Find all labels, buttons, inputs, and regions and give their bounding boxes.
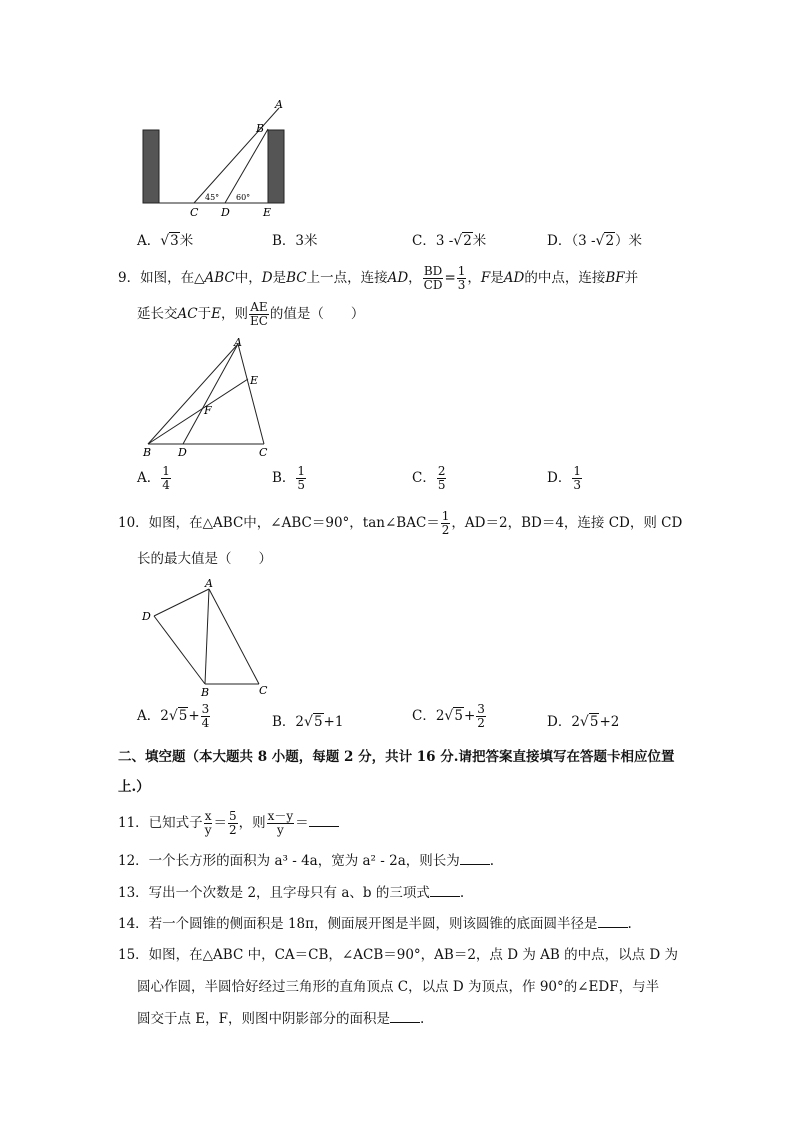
label-C: C [259,446,268,459]
label-B: B [256,122,265,135]
q8-option-d[interactable]: D．（3 -√2）米 [547,233,643,249]
angle-60: 60° [236,193,251,202]
q10-option-a[interactable]: A．2√5+ $\frac{3}{4}$ [137,702,210,730]
label-F: F [204,404,212,417]
label-E: E [250,374,259,387]
q15-line1: 15．如图，在△ABC 中，CA＝CB，∠ACB＝90°，AB＝2，点 D 为 AB 的中点，以点 D 为 [118,947,678,963]
q11-answer-blank[interactable] [309,815,339,827]
q8-option-b[interactable]: B．3米 [272,233,318,249]
q8-option-a[interactable]: A．√3米 [137,233,194,249]
q13-answer-blank[interactable] [430,885,460,897]
q10-option-b[interactable]: B．2√5+1 [272,714,344,730]
label-B: B [143,446,152,459]
q10-line1: 10．如图，在△ABC中，∠ABC＝90°，tan∠BAC＝ $\frac{1}{2}$ ，AD＝2，BD＝4，连接 CD，则 CD [118,509,683,537]
q15-line2: 圆心作圆，半圆恰好经过三角形的直角顶点 C，以点 D 为顶点，作 90°的∠EDF，与半 [137,979,660,995]
q14: 14．若一个圆锥的侧面积是 18π，侧面展开图是半圆，则该圆锥的底面圆半径是 . [118,916,632,932]
q15-answer-blank[interactable] [390,1011,420,1023]
q9-line2: 延长交AC于E，则 $\frac{AE}{EC}$ 的值是（ ） [137,300,365,328]
label-C: C [259,684,268,697]
angle-45: 45° [205,193,220,202]
q9-option-c[interactable]: C． $\frac{2}{5}$ [412,464,446,492]
ladder-db [225,129,268,203]
label-B: B [201,686,210,698]
section2-heading-line2: 上.） [118,779,150,795]
q10-option-d[interactable]: D．2√5+2 [547,714,620,730]
right-wall [268,130,284,203]
label-A: A [275,98,283,111]
q10-line2: 长的最大值是（ ） [137,551,272,567]
q12-answer-blank[interactable] [460,853,490,865]
q9-option-d[interactable]: D． $\frac{1}{3}$ [547,464,581,492]
q13: 13．写出一个次数是 2，且字母只有 a、b 的三项式 . [118,885,465,901]
q12: 12．一个长方形的面积为 a³ - 4a，宽为 a² - 2a，则长为 . [118,853,495,869]
q11: 11．已知式子 $\frac{x}{y}$ ＝ $\frac{5}{2}$ ，则 $\frac{x-y}{y}$ ＝ [118,806,339,840]
ladder-ac [194,108,279,203]
label-D: D [221,206,230,219]
section2-heading-line1: 二、填空题（本大题共 8 小题，每题 2 分，共计 16 分.请把答案直接填写在答题卡相应位置 [118,749,675,765]
q14-answer-blank[interactable] [598,916,628,928]
label-C: C [190,206,199,219]
q9-line1: 9．如图，在△ABC中，D是BC上一点，连接AD， $\frac{BD}{CD}$ = $\frac{1}{3}$ ，F是AD的中点，连接BF并 [118,264,639,292]
label-A: A [234,336,242,349]
q9-figure [138,336,278,460]
q8-option-c[interactable]: C．3 -√2米 [412,233,487,249]
q10-option-c[interactable]: C．2√5+ $\frac{3}{2}$ [412,702,485,730]
label-A: A [205,577,213,590]
q9-option-a[interactable]: A． $\frac{1}{4}$ [137,464,170,492]
label-D: D [142,610,151,623]
q9-option-b[interactable]: B． $\frac{1}{5}$ [272,464,306,492]
left-wall [143,130,159,203]
q15-line3: 圆交于点 E，F，则图中阴影部分的面积是 . [137,1011,425,1027]
label-D: D [178,446,187,459]
label-E: E [263,206,272,219]
q10-figure [138,576,278,698]
q8-figure [135,96,295,222]
